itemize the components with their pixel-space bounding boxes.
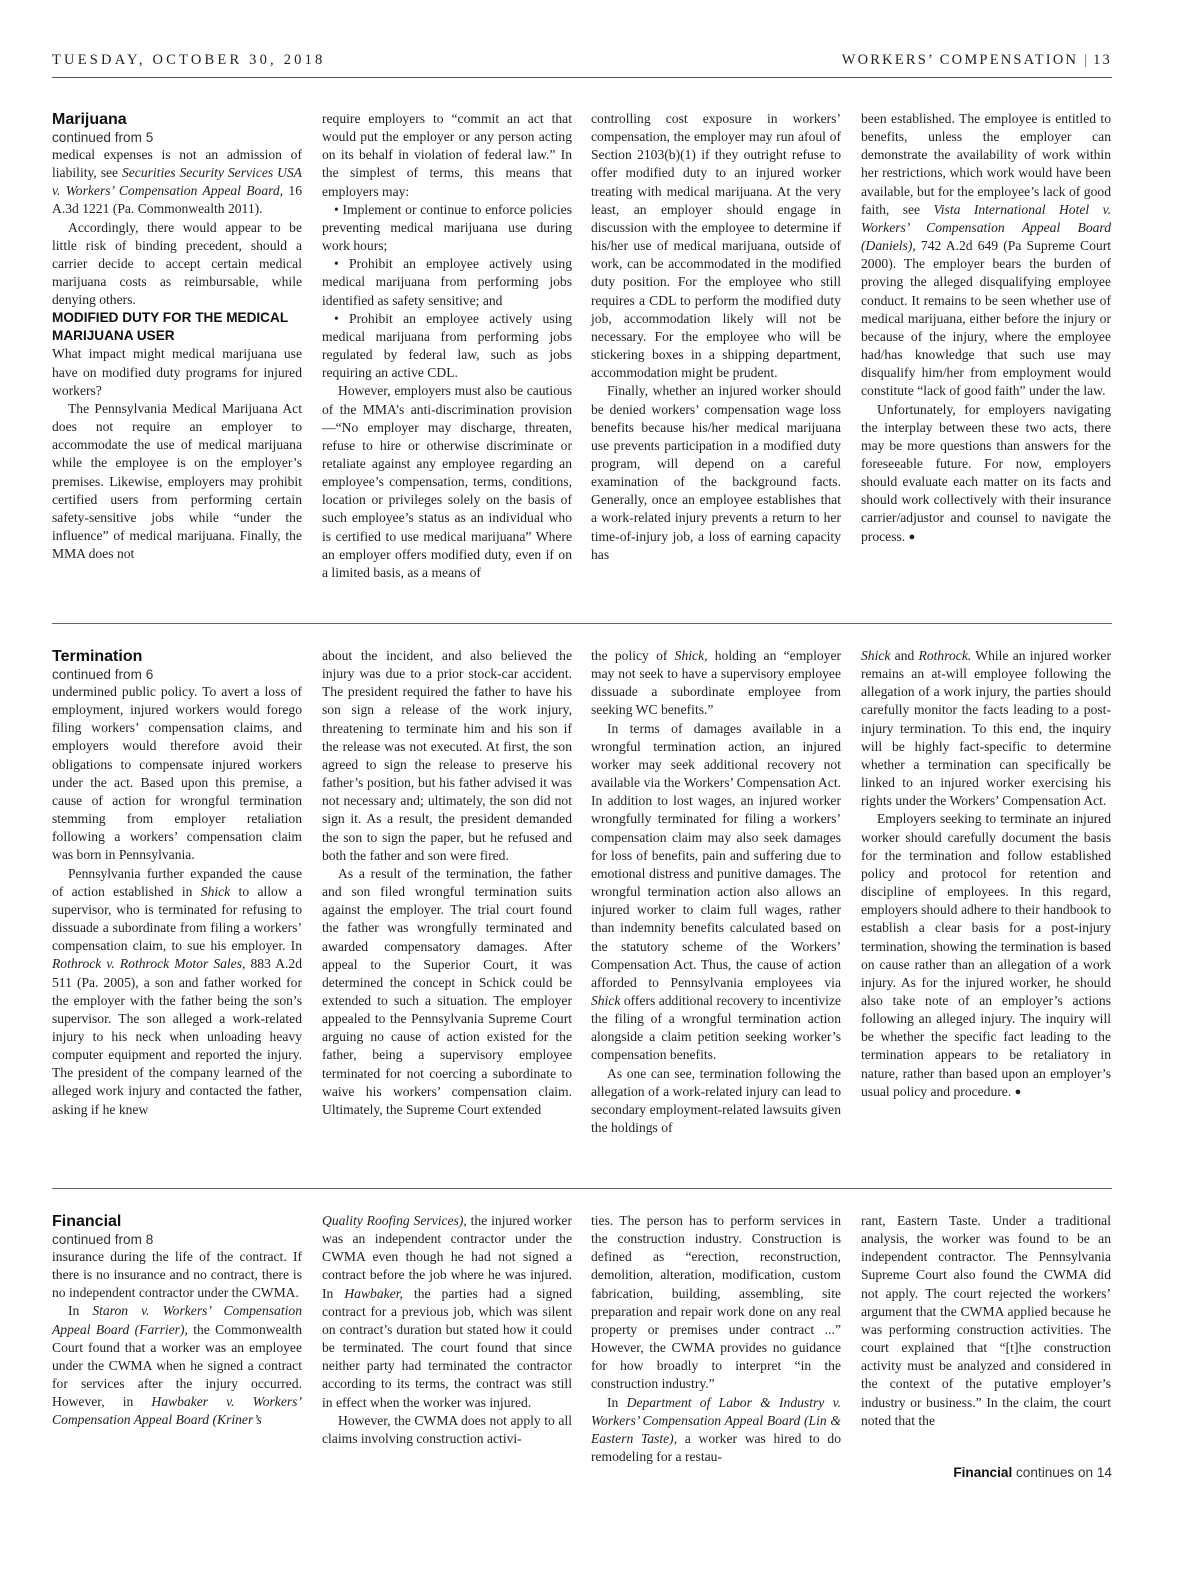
paragraph <box>591 720 841 1065</box>
case-citation: Department of Labor & Industry v. Workers’ Compensation Appeal Board (Lin & Eastern Taste), <box>591 1394 841 1446</box>
case-citation: Quality Roofing Services), <box>322 1213 467 1228</box>
continues-on-link[interactable] <box>953 1465 1112 1480</box>
text-run: Employers seeking to terminate an injured worker should carefully document the basis for the termination and follow established policy and protocol for retention and discipline of employees. In this regard, employers should adhere to their handbook to establish a clear basis for a post-injury termination, showing the termination is based on cause rather than an allegation of a work injury. As for the injured worker, he should also take note of an employer’s actions following an alleged injury. The inquiry will be whether the specific fact leading to the termination appears to be retaliatory in nature, rather than based upon an employer’s usual policy and procedure. <box>861 811 1111 1099</box>
marijuana-column-2 <box>322 110 572 582</box>
paragraph: As a result of the termination, the father and son filed wrongful termination suits against the employer. The trial court found the father was wrongfully terminated and awarded compensatory damages. After appeal to the Superior Court, it was determined the concept in Schick could be extended to such a situation. The employer appealed to the Pennsylvania Supreme Court arguing no cause of action existed for the father, being a supervisory employee terminated for not coercing a subordinate to waive his workers’ compensation claim. Ultimately, the Supreme Court extended <box>322 865 572 1117</box>
paragraph <box>591 647 841 720</box>
text-run: 883 A.2d 511 (Pa. 2005), a son and father worked for the employer with the father being the son’s supervisor. The son alleged a work-related injury to his neck when unloading heavy computer equipment and reported the injury. The president of the company learned of the alleged work injury and contacted the father, asking if he knew <box>52 956 303 1117</box>
financial-column-4 <box>861 1212 1111 1430</box>
paragraph: controlling cost exposure in workers’ compensation, the employer may run afoul of Section 2103(b)(1) if they outright refuse to offer modified duty to an injured worker treating with medical marijuana. At the very least, an employer should engage in discussion with the employee to determine if his/her use of medical marijuana, outside of work, can be accommodated in the modified duty position. For the employee who still requires a CDL to perform the modified duty job, accommodation likely will not be necessary. For the employee who will be stickering boxes in a shipping department, accommodation might be prudent. <box>591 111 841 381</box>
financial-column-1 <box>52 1212 302 1430</box>
text-run: 16 A.3d 1221 (Pa. Commonwealth 2011). <box>52 183 302 217</box>
section-name: WORKERS’ COMPENSATION <box>841 52 1079 68</box>
text-run: the Commonwealth Court found that a worker was an employee under the CWMA when he signed a contract for services after the injury occurred. However, in <box>52 1321 303 1410</box>
text-run: the parties had a signed contract for a previous job, which was silent on contract’s duration but stated how it could be terminated. The court found that since neither party had terminated the contractor according to its terms, the contract was still in effect when the worker was injured. <box>322 1285 572 1410</box>
marijuana-column-3 <box>591 110 841 564</box>
text-run: to allow a supervisor, who is terminated for refusing to dissuade a subordinate from filing a workers’ compensation claim, to sue his employer. In <box>52 883 302 954</box>
termination-column-2 <box>322 647 572 1119</box>
article-title: Marijuana <box>52 111 127 128</box>
paragraph <box>861 810 1111 1101</box>
financial-column-2 <box>322 1212 572 1448</box>
text-run: holding an “employer may not seek to have a supervisory employee dissuade a subordinate employee from seeking WC benefits.” <box>591 648 842 718</box>
subheading: MODIFIED DUTY FOR THE MEDICAL MARIJUANA USER <box>52 310 288 344</box>
paragraph: The Pennsylvania Medical Marijuana Act does not require an employer to accommodate the use of medical marijuana while the employee is on the employer’s premises. Likewise, employers may prohibit certified users from performing certain safety-sensitive jobs while “under the influence” of medical marijuana. Finally, the MMA does not <box>52 400 302 562</box>
paragraph: ties. The person has to perform services in the construction industry. Construction is defined as “erection, reconstruction, demolition, alteration, modification, custom fabrication, building, assembling, site preparation and repair work done on any real property or premises under contract ...” However, the CWMA provides no guidance for how broadly to interpret “in the construction industry.” <box>591 1213 841 1392</box>
termination-column-1 <box>52 647 302 1119</box>
marijuana-column-1 <box>52 110 302 563</box>
termination-column-3 <box>591 647 841 1137</box>
case-citation: Staron v. Workers’ Compensation Appeal Board (Farrier), <box>52 1303 302 1337</box>
section-divider <box>52 623 1112 624</box>
case-citation: Rothrock v. Rothrock Motor Sales, <box>52 956 246 972</box>
text-run: 742 A.2d 649 (Pa Supreme Court 2000). The employer bears the burden of proving the alleged disqualifying employee conduct. It remains to be seen whether use of medical marijuana, either before the injury or because of the injury, where the employee had/has knowledge that such use may disqualify him/her from employment would constitute “lack of good faith” under the law. <box>861 238 1111 399</box>
paragraph: require employers to “commit an act that would put the employer or any person acting on its behalf in violation of federal law.” In the simplest of terms, this means that employers may: <box>322 111 572 199</box>
paragraph: However, employers must also be cautious of the MMA’s anti-discrimination provision—“No employer may discharge, threaten, refuse to hire or otherwise discriminate or retaliate against any employee regarding an employee’s compensation, terms, conditions, location or privileges solely on the basis of such employee’s status as an individual who is certified to use medical marijuana” Where an employer offers modified duty, even if on a limited basis, as a means of <box>322 383 572 580</box>
financial-column-3 <box>591 1212 841 1466</box>
text-run: been established. The employee is entitled to benefits, unless the employer can demonstrate the availability of work within her restrictions, which work would have been available, but for the employee’s lack of good faith, see <box>861 111 1111 217</box>
text-run: the injured worker was an independent contractor under the CWMA even though he had not signed a contract before the job where he was injured. In <box>322 1213 572 1301</box>
text-run: In <box>68 1303 93 1319</box>
paragraph <box>861 647 1111 810</box>
text-run: and <box>890 648 919 663</box>
paragraph: undermined public policy. To avert a loss of employment, injured workers would forego filing workers’ compensation claims, and employers would therefore avoid their obligations to compensate injured workers under the act. Based upon this premise, a cause of action for wrongful termination stemming from employer retaliation following a workers’ compensation claim was born in Pennsylvania. <box>52 684 302 863</box>
article-termination <box>52 647 1112 1167</box>
article-title: Termination <box>52 648 143 665</box>
paragraph <box>52 146 302 219</box>
article-financial <box>52 1212 1112 1512</box>
continued-from: continued from 5 <box>52 130 154 145</box>
case-citation: Securities Security Services USA v. Workers’ Compensation Appeal Board, <box>52 165 302 199</box>
continues-section-name: Financial <box>953 1465 1013 1480</box>
section-label <box>842 52 1112 69</box>
case-citation: Hawbaker, <box>344 1285 403 1301</box>
paragraph <box>861 401 1111 546</box>
paragraph <box>52 865 302 1119</box>
paragraph: As one can see, termination following the allegation of a work-related injury can lead to secondary employment-related lawsuits given the holdings of <box>591 1065 841 1136</box>
header-rule <box>52 77 1112 78</box>
paragraph <box>591 1394 841 1467</box>
end-mark: ● <box>1014 1085 1022 1098</box>
page-header <box>52 52 1112 76</box>
paragraph: However, the CWMA does not apply to all claims involving construction activi- <box>322 1412 572 1446</box>
paragraph: rant, Eastern Taste. Under a traditional analysis, the worker was found to be an independent contractor. The Pennsylvania Supreme Court also found the CWMA did not apply. The court rejected the workers’ argument that the CWMA applied because he was performing construction activities. The court explained that “[t]he construction activity must be analyzed and considered in the context of the putative employer’s industry or business.” In the claim, the court noted that the <box>861 1213 1111 1428</box>
page-number: 13 <box>1093 52 1112 68</box>
case-citation: Shick, <box>674 648 708 663</box>
bullet-item: • Implement or continue to enforce policies preventing medical marijuana use during work hours; <box>322 201 572 254</box>
case-citation: Hawbaker v. Workers’ Compensation Appeal Board (Kriner’s <box>52 1394 302 1428</box>
case-citation: Vista International Hotel v. Workers’ Compensation Appeal Board (Daniels), <box>861 201 1111 254</box>
paragraph <box>861 110 1111 401</box>
text-run: medical expenses is not an admission of liability, see <box>52 147 302 181</box>
text-run: a worker was hired to do remodeling for a restau- <box>591 1430 841 1465</box>
continued-from: continued from 8 <box>52 1232 154 1247</box>
paragraph <box>322 1212 572 1412</box>
paragraph: insurance during the life of the contract. If there is no insurance and no contract, there is no independent contractor under the CWMA. <box>52 1249 302 1301</box>
case-citation: Rothrock. <box>918 648 972 663</box>
paragraph: Finally, whether an injured worker should be denied workers’ compensation wage loss benefits because his/her medical marijuana use prevents participation in a modified duty program, will depend on a careful examination of the background facts. Generally, once an employee establishes that a work-related injury prevents a return to her time-of-injury job, a loss of earning capacity has <box>591 383 841 562</box>
bullet-item: • Prohibit an employee actively using medical marijuana from performing jobs identified as safety sensitive; and <box>322 256 572 308</box>
issue-date: TUESDAY, OCTOBER 30, 2018 <box>52 52 326 68</box>
text-run: the policy of <box>591 648 675 663</box>
header-separator: | <box>1084 52 1088 68</box>
case-citation: Shick <box>861 648 891 663</box>
article-title: Financial <box>52 1213 122 1230</box>
case-citation: Shick <box>591 992 621 1008</box>
continued-from: continued from 6 <box>52 667 154 682</box>
section-divider <box>52 1188 1112 1189</box>
case-citation: Shick <box>200 883 231 899</box>
article-marijuana <box>52 110 1112 606</box>
paragraph <box>52 1302 302 1429</box>
text-run: offers additional recovery to incentivize the filing of a wrongful termination action alongside a claim petition seeking worker’s compensation benefits. <box>591 992 842 1063</box>
end-mark: ● <box>908 530 916 543</box>
text-run: In <box>607 1394 627 1410</box>
paragraph: Accordingly, there would appear to be little risk of binding precedent, should a carrier decide to accept certain medical marijuana costs as reimbursable, while denying others. <box>52 219 302 308</box>
text-run: While an injured worker remains an at-will employee following the allegation of a work injury, the parties should carefully monitor the facts leading to a post-injury termination. To this end, the inquiry will be highly fact-specific to determine whether a termination can specifically be linked to an injured worker exercising his rights under the Workers’ Compensation Act. <box>861 648 1111 809</box>
text-run: Pennsylvania further expanded the cause of action established in <box>52 865 302 899</box>
paragraph: What impact might medical marijuana use have on modified duty programs for injured workers? <box>52 346 302 398</box>
text-run: Unfortunately, for employers navigating the interplay between these two acts, there may be more questions than answers for the foreseeable future. For now, employers should evaluate each matter on its facts and should work collectively with their insurance carrier/adjustor and counsel to navigate the process. <box>861 401 1111 544</box>
bullet-item: • Prohibit an employee actively using medical marijuana from performing jobs regulated by federal law, such as jobs requiring an active CDL. <box>322 310 572 381</box>
text-run: In terms of damages available in a wrongful termination action, an injured worker may seek additional recovery not available via the Workers’ Compensation Act. In addition to lost wages, an injured worker wrongfully terminated for filing a workers’ compensation claim may also seek damages for loss of benefits, pain and suffering due to emotional distress and punitive damages. The wrongful termination action also allows an injured worker to claim full wages, rather than indemnity benefits calculated based on the statutory scheme of the Workers’ Compensation Act. Thus, the cause of action afforded to Pennsylvania employees via <box>591 720 841 990</box>
marijuana-column-4 <box>861 110 1111 546</box>
paragraph: about the incident, and also believed the injury was due to a prior stock-car accident. The president required the father to have his son sign a release of the work injury, threatening to terminate him and his son if the release was not executed. At first, the son agreed to sign the release to preserve his father’s position, but his father advised it was not necessary and; ultimately, the son did not sign it. As a result, the president demanded the son to sign the paper, but he refused and both the father and son were fired. <box>322 648 572 863</box>
termination-column-4 <box>861 647 1111 1101</box>
continues-page-text: continues on 14 <box>1012 1465 1112 1480</box>
